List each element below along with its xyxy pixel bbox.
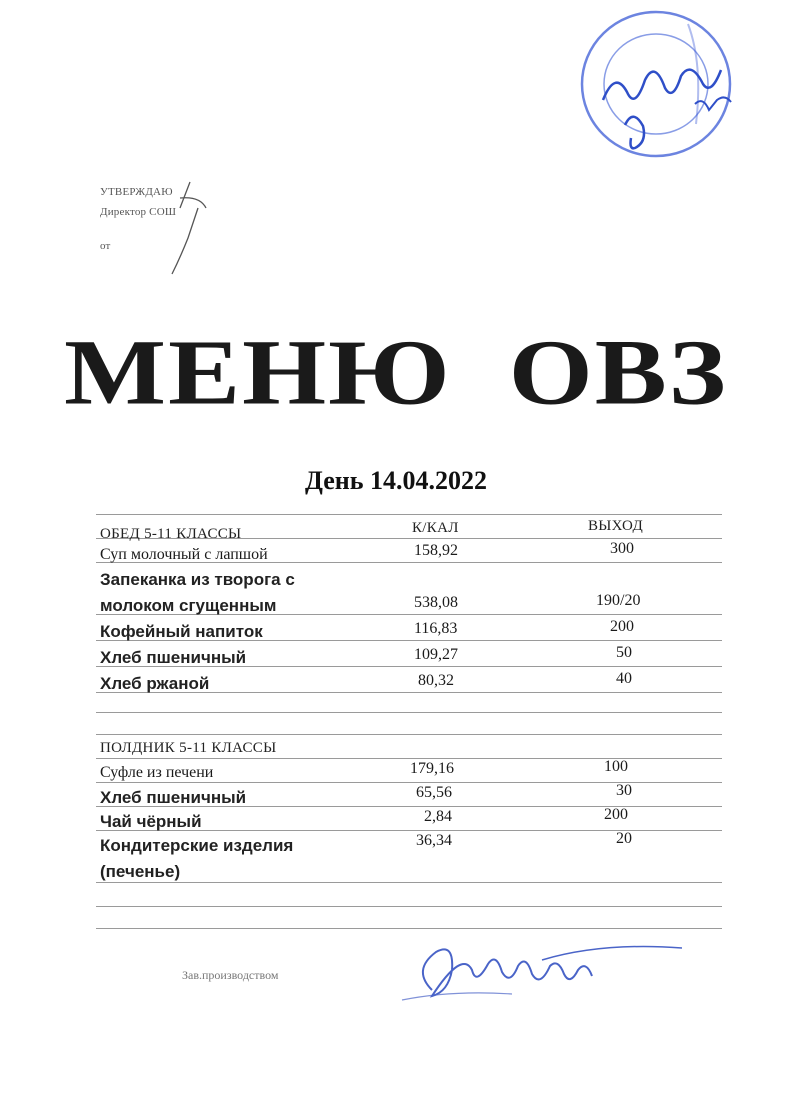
- lunch-item-name-cont: молоком сгущенным: [100, 596, 277, 615]
- column-yield-header: ВЫХОД: [588, 518, 643, 534]
- production-manager-signature: [392, 930, 682, 1010]
- snack-item-kcal: 179,16: [410, 760, 454, 777]
- snack-item-name: Чай чёрный: [100, 812, 202, 831]
- snack-item-yield: 100: [604, 758, 628, 775]
- snack-item-name: Суфле из печени: [100, 764, 214, 781]
- page-title: МЕНЮ ОВЗ: [64, 321, 728, 425]
- approval-line-2: Директор СОШ: [100, 206, 177, 218]
- lunch-item-kcal: 109,27: [414, 646, 458, 663]
- lunch-item-yield: 200: [610, 618, 634, 635]
- table-rule: [96, 758, 722, 759]
- column-kcal-header: К/КАЛ: [412, 520, 459, 536]
- approval-line-1: УТВЕРЖДАЮ: [100, 186, 173, 198]
- snack-item-name-cont: (печенье): [100, 862, 181, 881]
- table-rule: [96, 882, 722, 883]
- lunch-item-name: Хлеб пшеничный: [100, 648, 247, 667]
- lunch-item-yield: 190/20: [596, 592, 641, 609]
- snack-item-kcal: 36,34: [416, 832, 452, 849]
- lunch-item-yield: 300: [610, 540, 634, 557]
- table-rule: [96, 734, 722, 735]
- lunch-item-name: Кофейный напиток: [100, 622, 263, 641]
- approval-signature: [150, 178, 220, 278]
- lunch-item-kcal: 538,08: [414, 594, 458, 611]
- snack-item-yield: 20: [616, 830, 632, 847]
- table-rule: [96, 712, 722, 713]
- snack-item-kcal: 2,84: [424, 808, 452, 825]
- lunch-item-yield: 50: [616, 644, 632, 661]
- lunch-item-kcal: 116,83: [414, 620, 458, 637]
- snack-item-yield: 200: [604, 806, 628, 823]
- lunch-header: ОБЕД 5-11 КЛАССЫ: [100, 526, 242, 542]
- snack-item-yield: 30: [616, 782, 632, 799]
- lunch-item-yield: 40: [616, 670, 632, 687]
- director-signature: [585, 30, 745, 160]
- approval-line-3: от: [100, 240, 111, 252]
- lunch-item-name: Суп молочный с лапшой: [100, 546, 268, 563]
- table-rule: [96, 928, 722, 929]
- lunch-item-name: Запеканка из творога с: [100, 570, 295, 589]
- snack-header: ПОЛДНИК 5-11 КЛАССЫ: [100, 740, 277, 756]
- day-label: День 14.04.2022: [305, 466, 487, 495]
- snack-item-kcal: 65,56: [416, 784, 452, 801]
- snack-item-name: Кондитерские изделия: [100, 836, 294, 855]
- table-rule: [96, 906, 722, 907]
- lunch-item-name: Хлеб ржаной: [100, 674, 210, 693]
- snack-item-name: Хлеб пшеничный: [100, 788, 247, 807]
- lunch-item-kcal: 80,32: [418, 672, 454, 689]
- lunch-item-kcal: 158,92: [414, 542, 458, 559]
- production-manager-label: Зав.производством: [182, 968, 279, 982]
- table-rule: [96, 514, 722, 515]
